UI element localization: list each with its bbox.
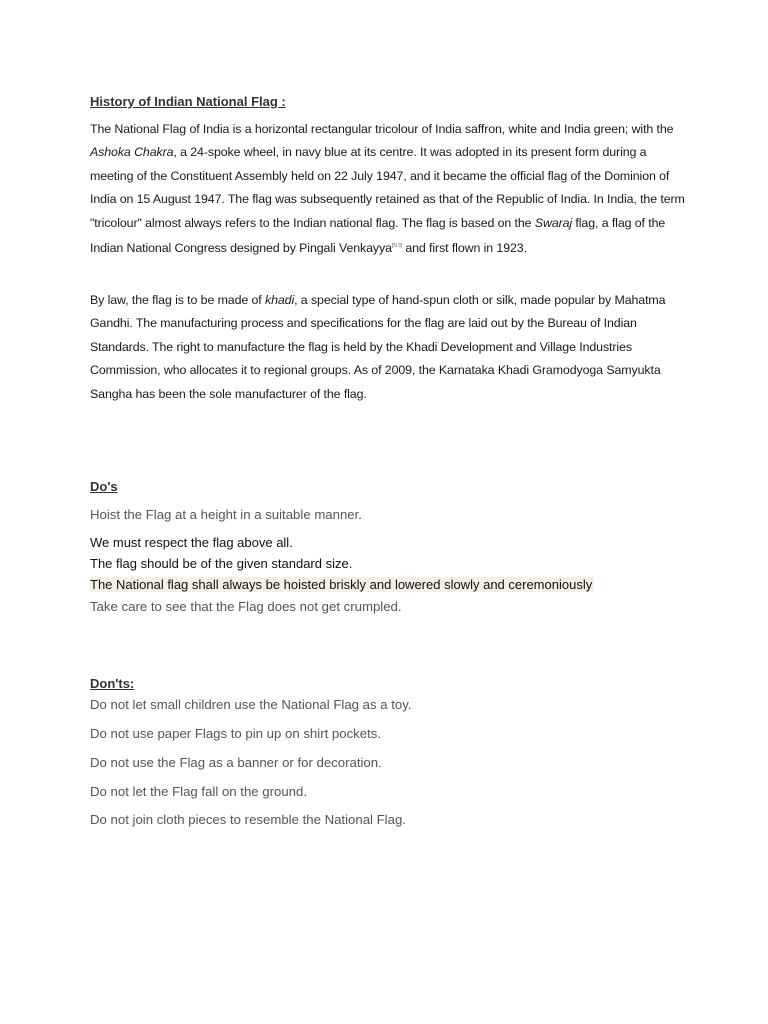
history-paragraph-2 <box>90 289 690 406</box>
p2-text-2: , a special type of hand-spun cloth or silk, made popular by Mahatma Gandhi. The manufacturing process and specifications for the flag are laid out by the Bureau of Indian Standards. The right to manufacture the flag is held by the Khadi Development and Village Industries Commission, who allocates it to regional groups. As of 2009, the Karnataka Khadi Gramodyoga Samyukta Sangha has been the sole manufacturer of the flag. <box>90 293 666 401</box>
p1-emphasis-swaraj: Swaraj <box>534 215 573 230</box>
donts-item: Do not join cloth pieces to resemble the National Flag. <box>90 812 406 827</box>
donts-item: Do not let small children use the National Flag as a toy. <box>90 697 412 712</box>
dos-item: We must respect the flag above all. <box>90 535 293 550</box>
history-heading: History of Indian National Flag : <box>90 94 286 109</box>
highlight-mark: The National flag shall always be hoisted briskly and lowered slowly and ceremoniously <box>90 577 593 592</box>
donts-item: Do not use paper Flags to pin up on shirt pockets. <box>90 726 382 741</box>
p1-emphasis-ashoka: Ashoka Chakra <box>90 145 174 160</box>
dos-item: The flag should be of the given standard size. <box>90 556 353 571</box>
citation-link[interactable]: [N 3] <box>391 243 402 250</box>
dos-item: Hoist the Flag at a height in a suitable manner. <box>90 507 362 522</box>
p1-text-2: , a 24-spoke wheel, in navy blue at its centre. It was adopted in its present form during a meeting of the Constituent Assembly held on 22 July 1947, and it became the official flag of the Dominion of India on 15 August 1947. The flag was subsequently retained as that of the Republic of India. In India, the term "tricolour" almost always refers to the Indian national flag. The flag is based on the <box>90 145 685 230</box>
dos-item: Take care to see that the Flag does not get crumpled. <box>90 599 402 614</box>
p2-text-1: By law, the flag is to be made of <box>90 293 265 307</box>
donts-item: Do not use the Flag as a banner or for decoration. <box>90 755 382 770</box>
p1-text-4: and first flown in 1923. <box>401 241 527 256</box>
p2-emphasis-khadi: khadi <box>265 293 295 307</box>
dos-heading: Do's <box>90 479 118 494</box>
donts-item: Do not let the Flag fall on the ground. <box>90 784 308 799</box>
p1-text-1: The National Flag of India is a horizontal rectangular tricolour of India saffron, white and India green; with the <box>90 122 674 136</box>
p1-text-3: flag, a flag of the Indian National Congress designed by Pingali Venkayya <box>90 215 666 256</box>
donts-heading: Don'ts: <box>90 676 135 691</box>
history-paragraph-1 <box>90 118 690 260</box>
dos-item-highlighted <box>90 577 594 592</box>
